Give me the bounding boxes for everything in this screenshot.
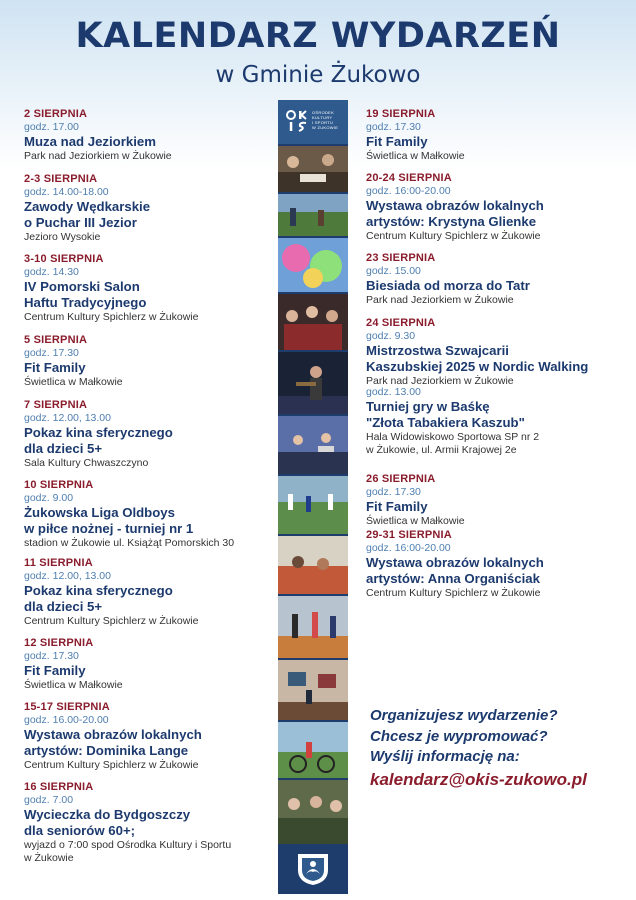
event-name: Fit Family: [24, 360, 86, 375]
event-name: Wystawa obrazów lokalnych artystów: Dominika Lange: [24, 727, 202, 758]
event-place: Centrum Kultury Spichlerz w Żukowie: [24, 311, 199, 323]
event-date: 10 SIERPNIA: [24, 479, 94, 491]
event-place: wyjazd o 7:00 spod Ośrodka Kultury i Sportu w Żukowie: [24, 839, 232, 864]
event-place: Sala Kultury Chwaszczyno: [24, 457, 149, 469]
photo-music: [278, 416, 348, 474]
event-time: godz. 14.00-18.00: [24, 186, 109, 198]
event-place: Park nad Jeziorkiem w Żukowie: [366, 294, 514, 306]
event-name: Fit Family: [366, 134, 428, 149]
event-place: Park nad Jeziorkiem w Żukowie: [24, 150, 172, 162]
okis-logo: [278, 100, 348, 144]
photo-fitness: [278, 596, 348, 658]
photo-exhibition: [278, 660, 348, 720]
event-place: Świetlica w Małkowie: [366, 515, 465, 527]
event-item: [24, 334, 270, 399]
photo-seniors: [278, 780, 348, 844]
okis-logo-icon: [286, 110, 308, 132]
photo-football: [278, 476, 348, 534]
photo-colors: [278, 238, 348, 292]
event-item: [24, 108, 270, 173]
event-time: godz. 17.30: [366, 486, 421, 498]
event-item: [366, 172, 628, 252]
photo-chess: [278, 146, 348, 192]
photo-cycling: [278, 722, 348, 778]
event-date: 29-31 SIERPNIA: [366, 529, 452, 541]
event-place: Park nad Jeziorkiem w Żukowie: [366, 375, 514, 387]
event-place: Hala Widowiskowo Sportowa SP nr 2 w Żukowie, ul. Armii Krajowej 2e: [366, 431, 540, 456]
page-subtitle: w Gminie Żukowo: [215, 62, 421, 88]
event-time: godz. 16.00-20.00: [24, 714, 109, 726]
event-date: 11 SIERPNIA: [24, 557, 93, 569]
event-item: [24, 399, 270, 479]
event-time: godz. 13.00: [366, 386, 421, 398]
event-place: Jezioro Wysokie: [24, 231, 101, 243]
event-name: Wystawa obrazów lokalnych artystów: Krystyna Glienke: [366, 198, 544, 229]
zukowo-crest-icon: [294, 852, 332, 886]
photo-concert: [278, 352, 348, 414]
photo-strip: [278, 100, 348, 894]
event-name: Wystawa obrazów lokalnych artystów: Anna Organiściak: [366, 555, 544, 586]
event-date: 20-24 SIERPNIA: [366, 172, 452, 184]
event-name: Pokaz kina sferycznego dla dzieci 5+: [24, 583, 173, 614]
event-date: 2 SIERPNIA: [24, 108, 88, 120]
event-time: godz. 17.30: [24, 347, 79, 359]
event-place: stadion w Żukowie ul. Książąt Pomorskich 30: [24, 537, 235, 549]
event-name: Pokaz kina sferycznego dla dzieci 5+: [24, 425, 173, 456]
event-item: [24, 253, 270, 334]
event-date: 16 SIERPNIA: [24, 781, 94, 793]
event-date: 24 SIERPNIA: [366, 317, 436, 329]
event-time: godz. 17.00: [24, 121, 79, 133]
event-date: 23 SIERPNIA: [366, 252, 436, 264]
event-time: godz. 9.00: [24, 492, 74, 504]
photo-embroidery: [278, 294, 348, 350]
event-place: Centrum Kultury Spichlerz w Żukowie: [24, 615, 199, 627]
left-event-column: [24, 108, 270, 865]
event-place: Świetlica w Małkowie: [24, 376, 123, 388]
event-item: [24, 557, 270, 637]
event-item: [366, 317, 628, 386]
event-name: Mistrzostwa Szwajcarii Kaszubskiej 2025 w Nordic Walking: [366, 343, 589, 374]
cta-text: Organizujesz wydarzenie? Chcesz je wypromować? Wyślij informację na:: [370, 707, 558, 765]
event-date: 2-3 SIERPNIA: [24, 173, 98, 185]
event-time: godz. 7.00: [24, 794, 74, 806]
event-item: [366, 386, 628, 473]
event-date: 7 SIERPNIA: [24, 399, 88, 411]
event-place: Świetlica w Małkowie: [24, 679, 123, 691]
contact-email-link[interactable]: kalendarz@okis-zukowo.pl: [370, 770, 587, 789]
okis-logo-text: OŚRODEK KULTURY I SPORTU W ŻUKOWIE: [312, 110, 339, 130]
event-date: 19 SIERPNIA: [366, 108, 436, 120]
event-name: Biesiada od morza do Tatr: [366, 278, 530, 293]
event-date: 12 SIERPNIA: [24, 637, 94, 649]
event-name: Fit Family: [366, 499, 428, 514]
event-name: Wycieczka do Bydgoszczy dla seniorów 60+;: [24, 807, 191, 838]
event-date: 26 SIERPNIA: [366, 473, 436, 485]
event-item: [366, 473, 628, 529]
event-date: 5 SIERPNIA: [24, 334, 88, 346]
event-time: godz. 12.00, 13.00: [24, 412, 111, 424]
photo-fishing: [278, 194, 348, 236]
event-name: Fit Family: [24, 663, 86, 678]
event-time: godz. 12.00, 13.00: [24, 570, 111, 582]
right-event-column: [366, 108, 628, 600]
event-place: Centrum Kultury Spichlerz w Żukowie: [366, 587, 541, 599]
event-time: godz. 14.30: [24, 266, 79, 278]
event-item: [366, 529, 628, 600]
event-item: [24, 781, 270, 865]
event-name: Zawody Wędkarskie o Puchar III Jezior: [24, 199, 151, 230]
photo-planetarium: [278, 536, 348, 594]
event-place: Centrum Kultury Spichlerz w Żukowie: [366, 230, 541, 242]
event-place: Świetlica w Małkowie: [366, 150, 465, 162]
event-item: [366, 252, 628, 317]
event-time: godz. 16:00-20.00: [366, 185, 451, 197]
event-item: [24, 701, 270, 781]
page-title: KALENDARZ WYDARZEŃ: [75, 16, 561, 56]
event-name: Turniej gry w Baśkę "Złota Tabakiera Kaszub": [366, 399, 525, 430]
event-item: [24, 637, 270, 701]
event-name: Żukowska Liga Oldboys w piłce nożnej - turniej nr 1: [24, 505, 194, 536]
event-time: godz. 9.30: [366, 330, 416, 342]
event-item: [24, 173, 270, 253]
event-date: 15-17 SIERPNIA: [24, 701, 110, 713]
event-item: [24, 479, 270, 557]
event-item: [366, 108, 628, 172]
event-date: 3-10 SIERPNIA: [24, 253, 104, 265]
event-time: godz. 16:00-20.00: [366, 542, 451, 554]
event-name: Muza nad Jeziorkiem: [24, 134, 156, 149]
event-time: godz. 17.30: [366, 121, 421, 133]
event-time: godz. 17.30: [24, 650, 79, 662]
event-name: IV Pomorski Salon Haftu Tradycyjnego: [24, 279, 147, 310]
event-place: Centrum Kultury Spichlerz w Żukowie: [24, 759, 199, 771]
event-time: godz. 15.00: [366, 265, 421, 277]
